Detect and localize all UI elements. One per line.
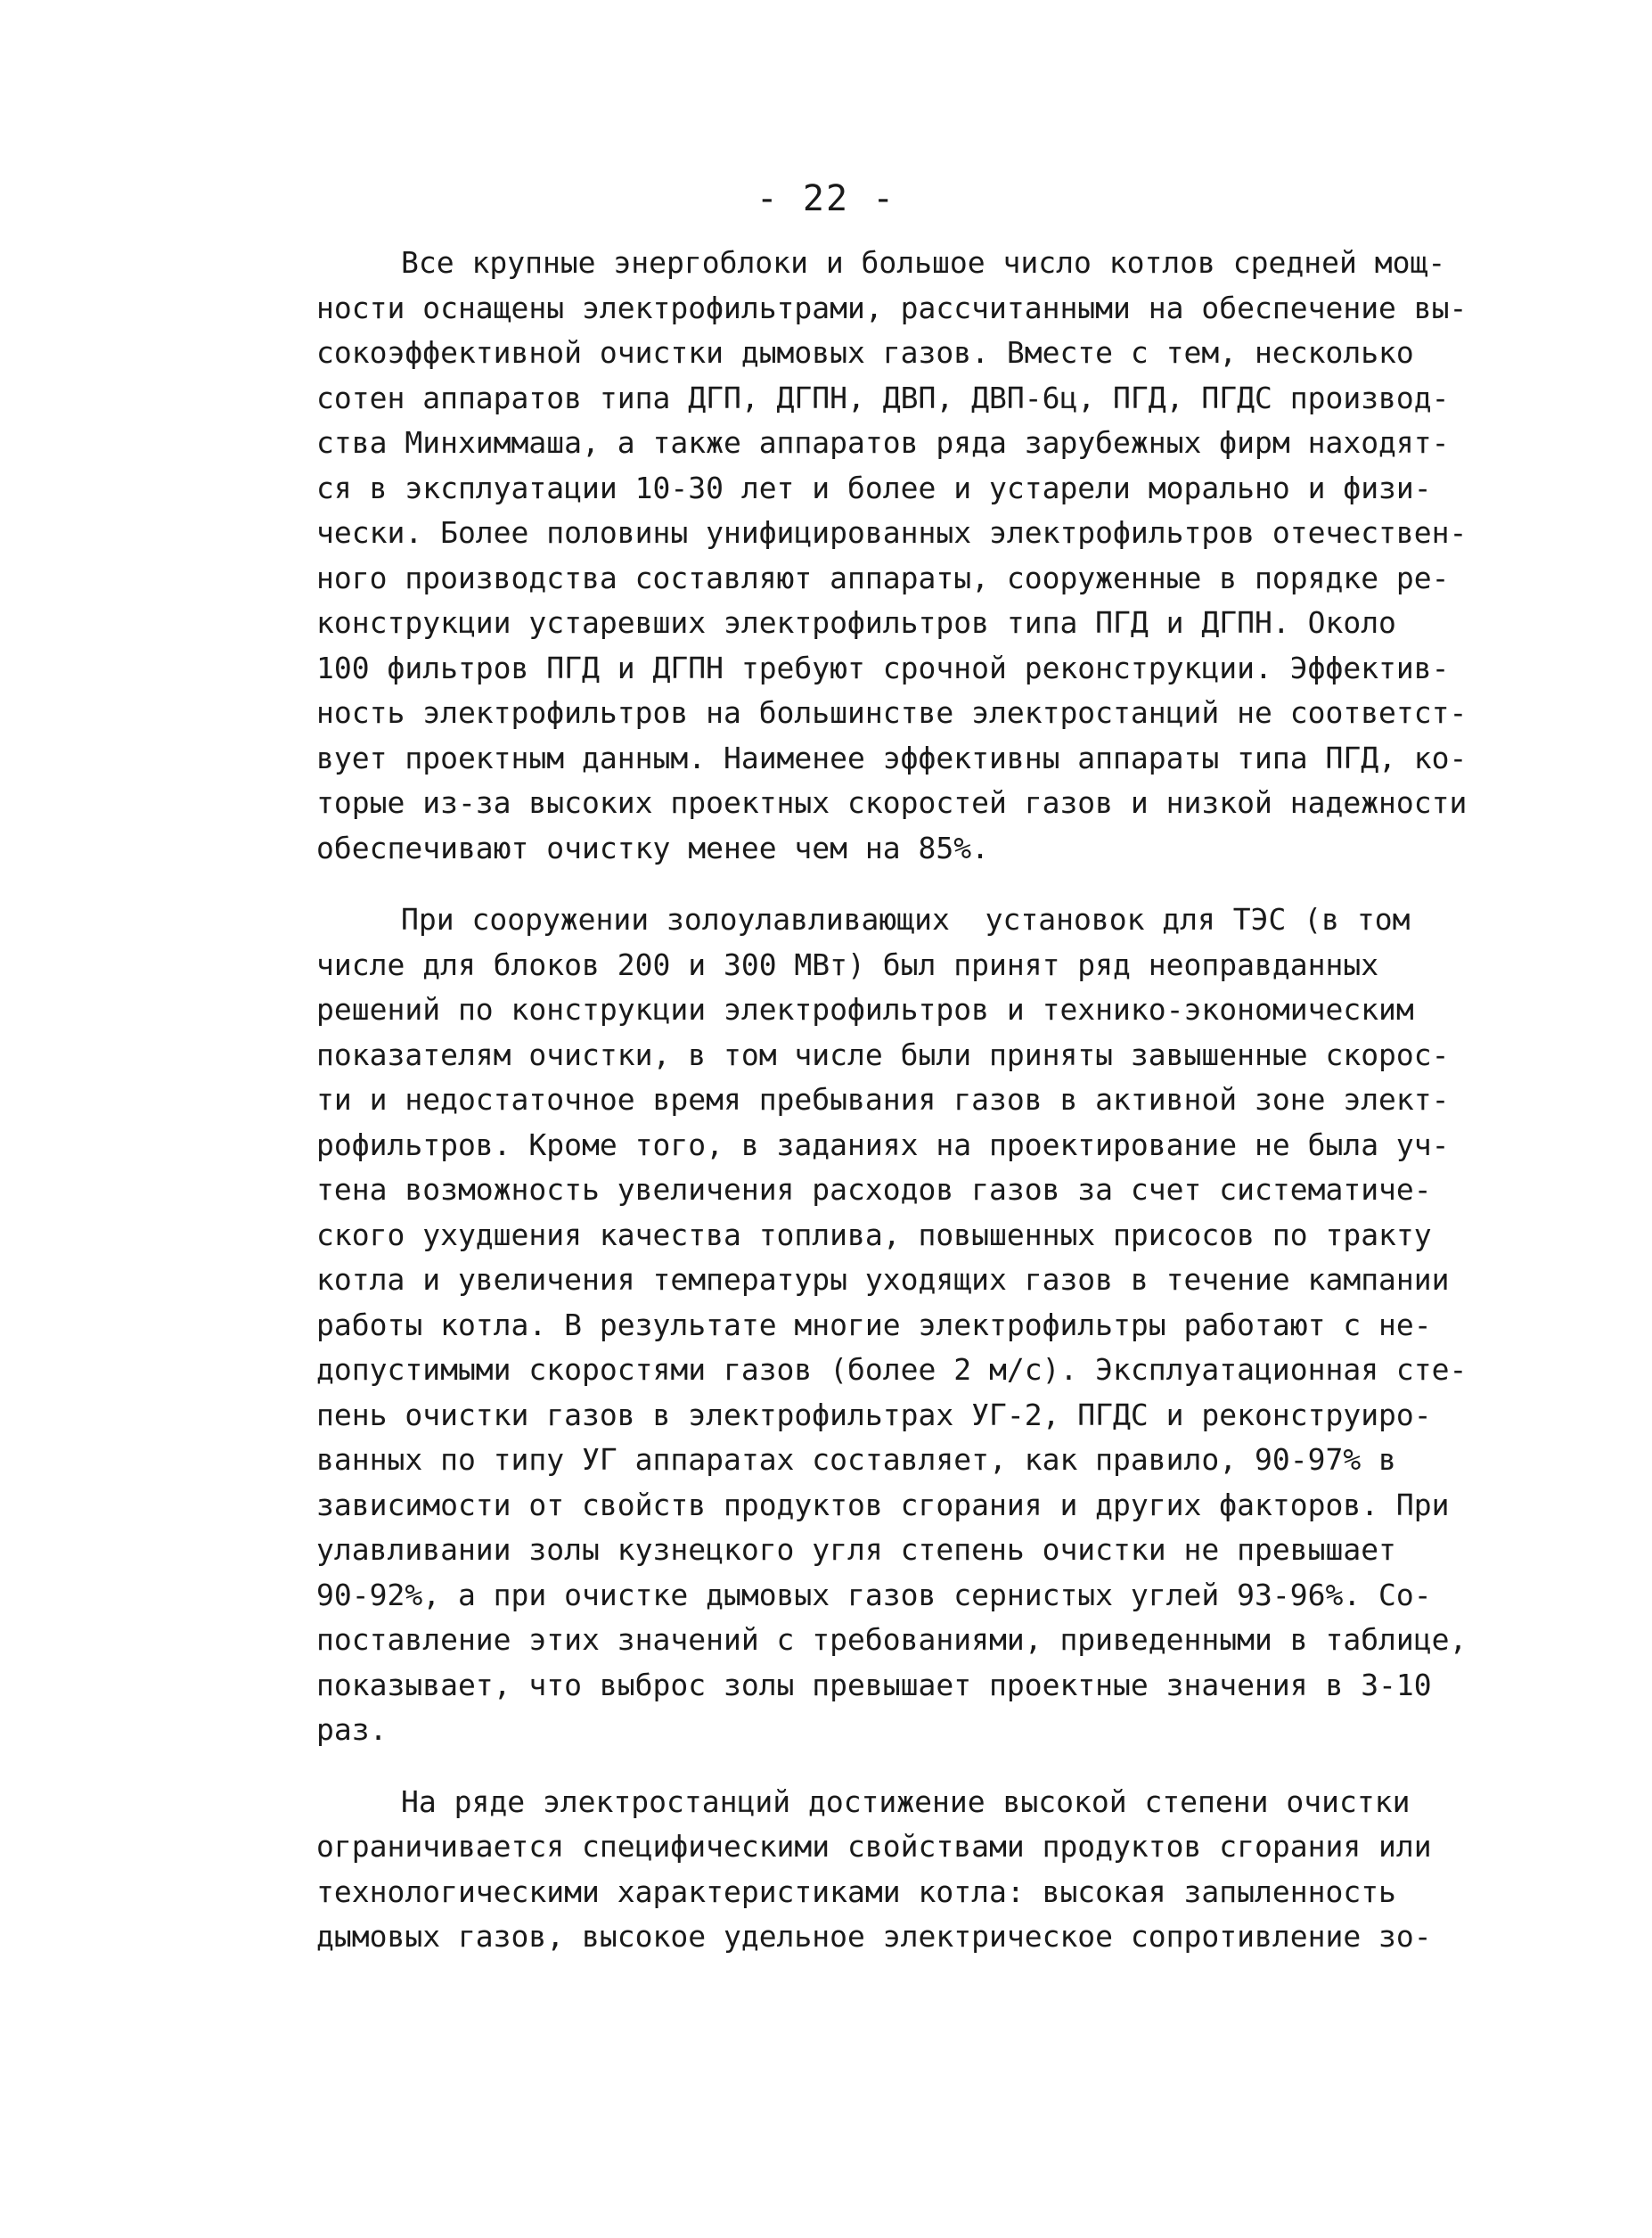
text-line: зависимости от свойств продуктов сгорания и других факторов. При xyxy=(316,1487,1450,1522)
text-line: пень очистки газов в электрофильтрах УГ-2, ПГДС и реконструиро- xyxy=(316,1397,1432,1432)
text-line: торые из-за высоких проектных скоростей газов и низкой надежности xyxy=(316,785,1468,820)
paragraph-2 xyxy=(316,898,1506,1753)
paragraph-3 xyxy=(316,1780,1506,1960)
text-line: сокоэффективной очистки дымовых газов. Вместе с тем, несколько xyxy=(316,335,1414,370)
paragraph-gap xyxy=(316,871,1506,898)
text-line: ся в эксплуатации 10-30 лет и более и устарели морально и физи- xyxy=(316,470,1432,505)
text-line: При сооружении золоулавливающих установок для ТЭС (в том xyxy=(401,902,1411,937)
text-line: 90-92%, а при очистке дымовых газов сернистых углей 93-96%. Со- xyxy=(316,1577,1432,1612)
text-line: котла и увеличения температуры уходящих газов в течение кампании xyxy=(316,1262,1450,1297)
text-line: решений по конструкции электрофильтров и технико-экономическим xyxy=(316,992,1414,1027)
text-line: ского ухудшения качества топлива, повышенных присосов по тракту xyxy=(316,1217,1432,1252)
text-line: раз. xyxy=(316,1712,388,1747)
text-line: сотен аппаратов типа ДГП, ДГПН, ДВП, ДВП-6ц, ПГД, ПГДС производ- xyxy=(316,380,1450,415)
text-line: чески. Более половины унифицированных электрофильтров отечествен- xyxy=(316,515,1468,550)
text-line: тена возможность увеличения расходов газов за счет систематиче- xyxy=(316,1172,1432,1207)
text-line: поставление этих значений с требованиями, приведенными в таблице, xyxy=(316,1622,1468,1657)
text-line: работы котла. В результате многие электрофильтры работают с не- xyxy=(316,1307,1432,1342)
text-line: числе для блоков 200 и 300 МВт) был принят ряд неоправданных xyxy=(316,947,1379,982)
page-number: - 22 - xyxy=(756,178,896,219)
text-line: На ряде электростанций достижение высокой степени очистки xyxy=(401,1783,1411,1819)
text-line: 100 фильтров ПГД и ДГПН требуют срочной реконструкции. Эффектив- xyxy=(316,650,1450,685)
text-line: показателям очистки, в том числе были приняты завышенные скорос- xyxy=(316,1037,1450,1072)
text-line: вует проектным данным. Наименее эффективны аппараты типа ПГД, ко- xyxy=(316,740,1468,775)
text-line: ного производства составляют аппараты, сооруженные в порядке ре- xyxy=(316,560,1450,595)
text-line: обеспечивают очистку менее чем на 85%. xyxy=(316,830,989,865)
text-line: рофильтров. Кроме того, в заданиях на проектирование не была уч- xyxy=(316,1127,1450,1162)
text-line: конструкции устаревших электрофильтров типа ПГД и ДГПН. Около xyxy=(316,605,1396,640)
text-line: ти и недостаточное время пребывания газов в активной зоне элект- xyxy=(316,1082,1450,1117)
text-line: ность электрофильтров на большинстве электростанций не соответст- xyxy=(316,695,1468,730)
paragraph-1 xyxy=(316,241,1506,871)
text-line: улавливании золы кузнецкого угля степень очистки не превышает xyxy=(316,1532,1396,1567)
text-line: ства Минхиммаша, а также аппаратов ряда зарубежных фирм находят- xyxy=(316,425,1450,460)
paragraph-gap xyxy=(316,1753,1506,1780)
text-line: дымовых газов, высокое удельное электрическое сопротивление зо- xyxy=(316,1919,1432,1954)
text-line: допустимыми скоростями газов (более 2 м/с). Эксплуатационная сте- xyxy=(316,1352,1468,1387)
text-line: ванных по типу УГ аппаратах составляет, как правило, 90-97% в xyxy=(316,1442,1396,1477)
body-text xyxy=(316,241,1506,1960)
text-line: ности оснащены электрофильтрами, рассчитанными на обеспечение вы- xyxy=(316,290,1468,325)
text-line: технологическими характеристиками котла: высокая запыленность xyxy=(316,1873,1396,1909)
text-line: показывает, что выброс золы превышает проектные значения в 3-10 xyxy=(316,1667,1432,1702)
text-line: ограничивается специфическими свойствами продуктов сгорания или xyxy=(316,1829,1432,1864)
text-line: Все крупные энергоблоки и большое число котлов средней мощ- xyxy=(401,245,1446,280)
